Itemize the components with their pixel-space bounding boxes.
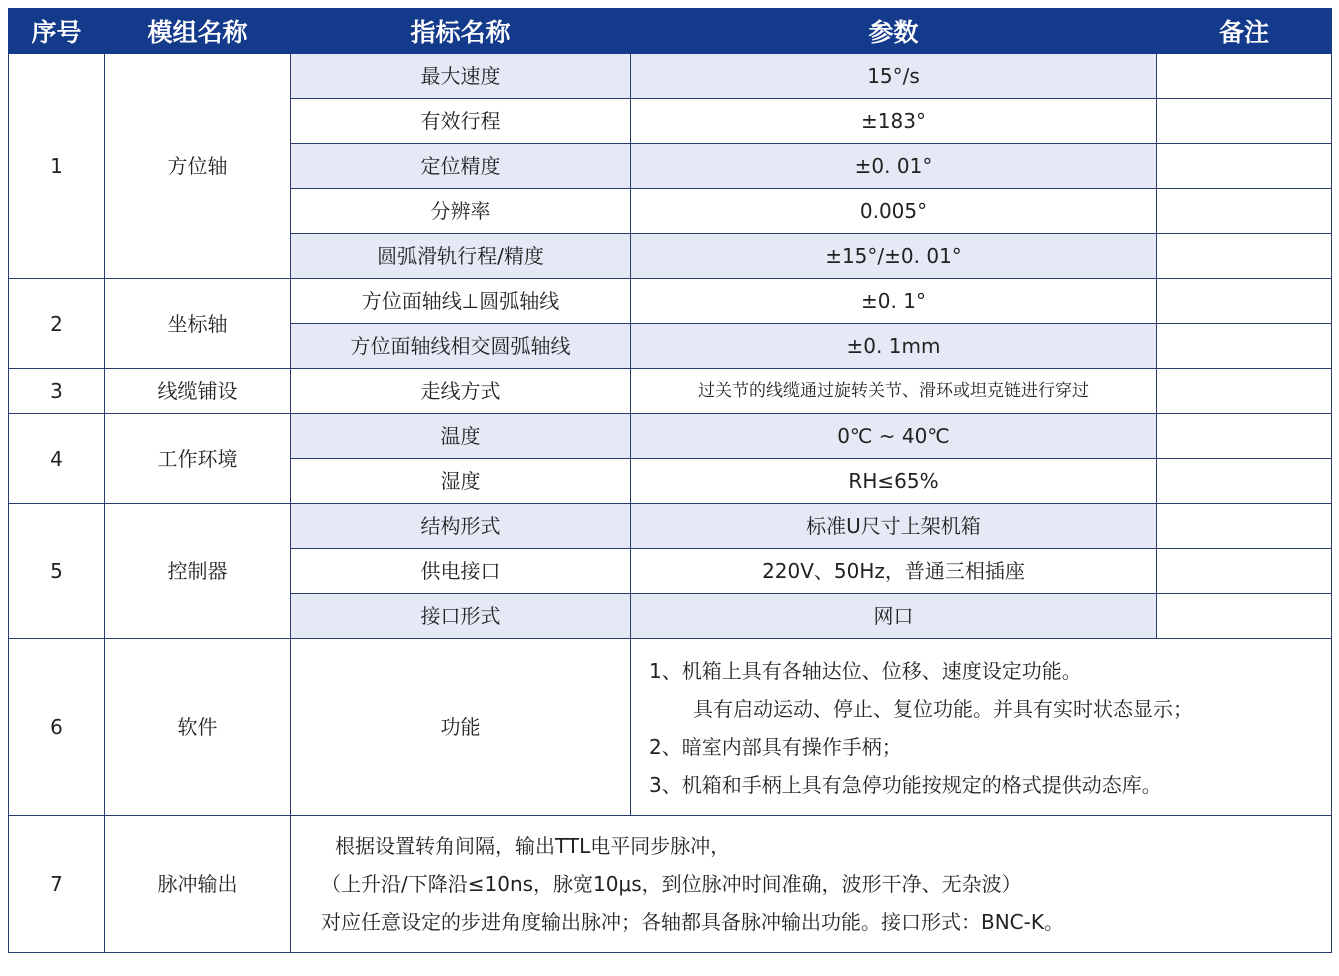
indicator-cell: 湿度 xyxy=(291,459,631,504)
indicator-cell: 分辨率 xyxy=(291,189,631,234)
param-cell: 过关节的线缆通过旋转关节、滑环或坦克链进行穿过 xyxy=(631,369,1157,414)
indicator-cell: 温度 xyxy=(291,414,631,459)
table-row xyxy=(9,54,1332,99)
indicator-cell: 最大速度 xyxy=(291,54,631,99)
pulse-line: 根据设置转角间隔，输出TTL电平同步脉冲， xyxy=(335,834,731,858)
param-cell: 0.005° xyxy=(631,189,1157,234)
param-cell: ±15°/±0. 01° xyxy=(631,234,1157,279)
header-indicator: 指标名称 xyxy=(291,9,631,54)
note-cell xyxy=(1157,504,1332,549)
indicator-cell: 方位面轴线相交圆弧轴线 xyxy=(291,324,631,369)
software-line: 3、机箱和手柄上具有急停功能按规定的格式提供动态库。 xyxy=(649,773,1162,797)
module-cell: 控制器 xyxy=(105,504,291,639)
seq-cell: 2 xyxy=(9,279,105,369)
indicator-cell: 有效行程 xyxy=(291,99,631,144)
param-cell: 220V、50Hz，普通三相插座 xyxy=(631,549,1157,594)
indicator-cell: 定位精度 xyxy=(291,144,631,189)
note-cell xyxy=(1157,414,1332,459)
note-cell xyxy=(1157,189,1332,234)
pulse-line: 对应任意设定的步进角度输出脉冲；各轴都具备脉冲输出功能。接口形式：BNC-K。 xyxy=(321,910,1064,934)
note-cell xyxy=(1157,279,1332,324)
seq-cell: 7 xyxy=(9,816,105,953)
module-cell: 软件 xyxy=(105,639,291,816)
header-row xyxy=(9,9,1332,54)
header-seq: 序号 xyxy=(9,9,105,54)
table-row xyxy=(9,279,1332,324)
table-row xyxy=(9,369,1332,414)
note-cell xyxy=(1157,594,1332,639)
table-row xyxy=(9,504,1332,549)
spec-table-container xyxy=(8,8,1332,953)
note-cell xyxy=(1157,459,1332,504)
param-cell: ±0. 01° xyxy=(631,144,1157,189)
param-cell: ±183° xyxy=(631,99,1157,144)
seq-cell: 6 xyxy=(9,639,105,816)
seq-cell: 5 xyxy=(9,504,105,639)
header-note: 备注 xyxy=(1157,9,1332,54)
note-cell xyxy=(1157,234,1332,279)
note-cell xyxy=(1157,99,1332,144)
param-cell: ±0. 1mm xyxy=(631,324,1157,369)
indicator-cell: 接口形式 xyxy=(291,594,631,639)
software-line: 具有启动运动、停止、复位功能。并具有实时状态显示； xyxy=(693,697,1193,721)
param-cell: 0℃ ~ 40℃ xyxy=(631,414,1157,459)
indicator-cell: 供电接口 xyxy=(291,549,631,594)
seq-cell: 3 xyxy=(9,369,105,414)
note-cell xyxy=(1157,369,1332,414)
pulse-output-cell xyxy=(291,816,1332,953)
note-cell xyxy=(1157,549,1332,594)
indicator-cell: 方位面轴线⊥圆弧轴线 xyxy=(291,279,631,324)
software-line: 2、暗室内部具有操作手柄； xyxy=(649,735,902,759)
header-param: 参数 xyxy=(631,9,1157,54)
software-function-cell xyxy=(631,639,1332,816)
indicator-cell: 功能 xyxy=(291,639,631,816)
note-cell xyxy=(1157,324,1332,369)
seq-cell: 4 xyxy=(9,414,105,504)
table-row xyxy=(9,414,1332,459)
module-cell: 坐标轴 xyxy=(105,279,291,369)
param-cell: ±0. 1° xyxy=(631,279,1157,324)
module-cell: 脉冲输出 xyxy=(105,816,291,953)
table-row xyxy=(9,816,1332,953)
table-row xyxy=(9,639,1332,816)
software-line: 1、机箱上具有各轴达位、位移、速度设定功能。 xyxy=(649,659,1082,683)
param-cell: RH≤65% xyxy=(631,459,1157,504)
module-cell: 工作环境 xyxy=(105,414,291,504)
indicator-cell: 结构形式 xyxy=(291,504,631,549)
param-cell: 标准U尺寸上架机箱 xyxy=(631,504,1157,549)
param-cell: 网口 xyxy=(631,594,1157,639)
indicator-cell: 圆弧滑轨行程/精度 xyxy=(291,234,631,279)
header-module: 模组名称 xyxy=(105,9,291,54)
pulse-line: （上升沿/下降沿≤10ns，脉宽10μs，到位脉冲时间准确，波形干净、无杂波） xyxy=(321,872,1022,896)
note-cell xyxy=(1157,144,1332,189)
module-cell: 方位轴 xyxy=(105,54,291,279)
seq-cell: 1 xyxy=(9,54,105,279)
indicator-cell: 走线方式 xyxy=(291,369,631,414)
spec-table xyxy=(8,8,1332,953)
note-cell xyxy=(1157,54,1332,99)
module-cell: 线缆铺设 xyxy=(105,369,291,414)
param-cell: 15°/s xyxy=(631,54,1157,99)
